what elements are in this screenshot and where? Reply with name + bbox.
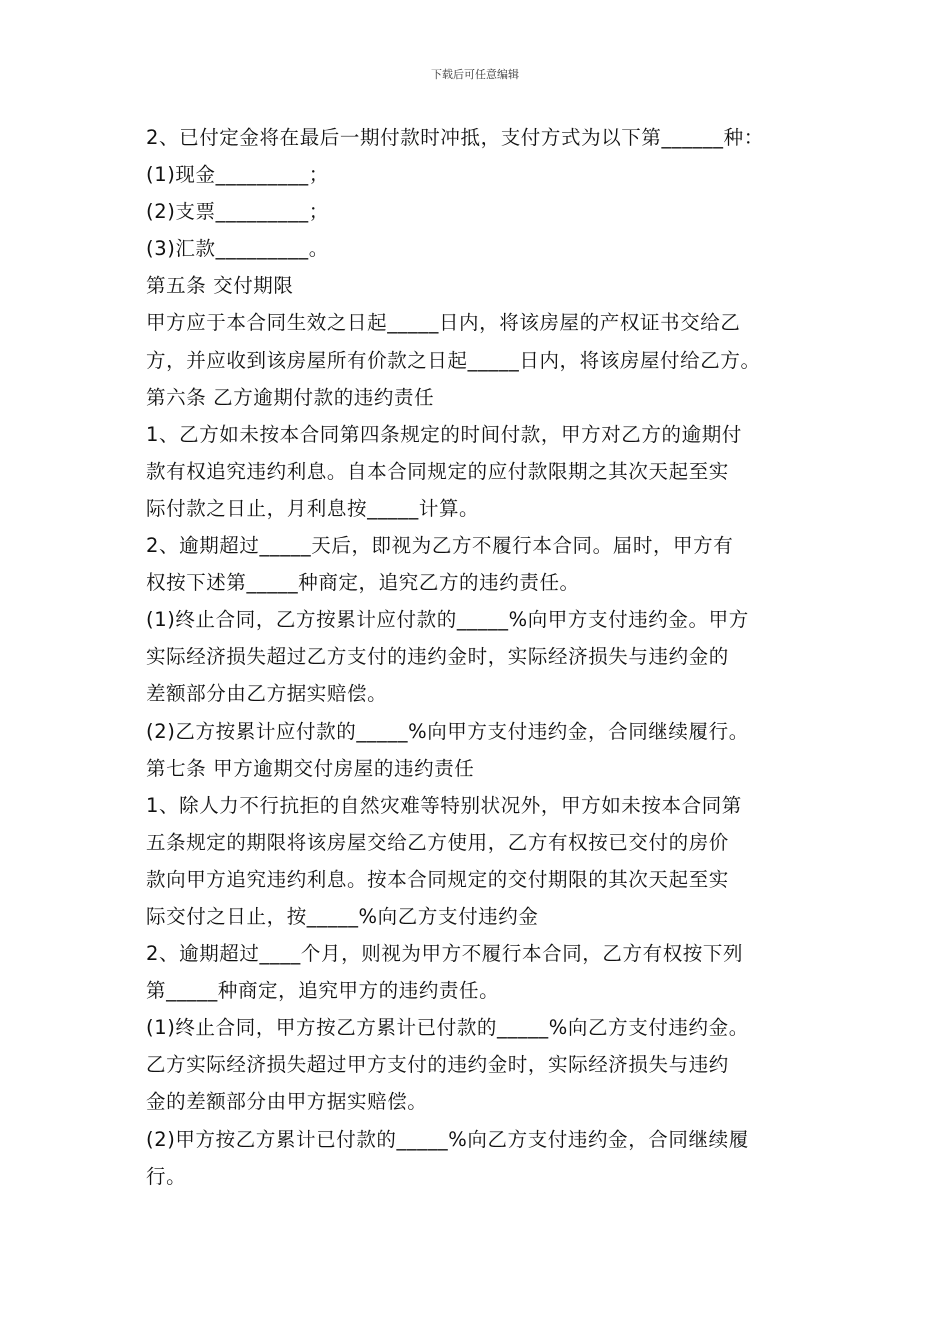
text-line: 行。: [146, 1164, 187, 1188]
text-line: 2、逾期超过_____天后，即视为乙方不履行本合同。届时，甲方有: [146, 534, 734, 558]
text-line: 方，并应收到该房屋所有价款之日起_____日内，将该房屋付给乙方。: [146, 348, 761, 372]
text-line: 权按下述第_____种商定，追究乙方的违约责任。: [146, 571, 580, 595]
text-line: (2)甲方按乙方累计已付款的_____%向乙方支付违约金，合同继续履: [146, 1127, 749, 1151]
text-line: (1)现金_________；: [146, 163, 329, 187]
text-line: 甲方应于本合同生效之日起_____日内，将该房屋的产权证书交给乙: [146, 311, 741, 335]
text-line: 五条规定的期限将该房屋交给乙方使用，乙方有权按已交付的房价: [146, 830, 729, 854]
text-line: (2)乙方按累计应付款的_____%向甲方支付违约金，合同继续履行。: [146, 719, 749, 743]
text-line: 乙方实际经济损失超过甲方支付的违约金时，实际经济损失与违约: [146, 1053, 729, 1077]
text-line: 际付款之日止，月利息按_____计算。: [146, 496, 480, 520]
text-line: 1、除人力不行抗拒的自然灾难等特别状况外，甲方如未按本合同第: [146, 793, 742, 817]
document-body: [146, 119, 826, 1195]
section-heading: 第六条 乙方逾期付款的违约责任: [146, 385, 435, 409]
section-heading: 第七条 甲方逾期交付房屋的违约责任: [146, 756, 475, 780]
text-line: 第_____种商定，追究甲方的违约责任。: [146, 979, 500, 1003]
text-line: 2、逾期超过____个月，则视为甲方不履行本合同，乙方有权按下列: [146, 942, 744, 966]
header-note: 下载后可任意编辑: [431, 68, 519, 81]
text-line: 2、已付定金将在最后一期付款时冲抵，支付方式为以下第______种：: [146, 126, 764, 149]
text-line: 际交付之日止，按_____%向乙方支付违约金: [146, 904, 539, 928]
text-line: (1)终止合同，乙方按累计应付款的_____%向甲方支付违约金。甲方: [146, 608, 749, 632]
section-heading: 第五条 交付期限: [146, 274, 294, 298]
text-line: (2)支票_________；: [146, 200, 329, 224]
text-line: (3)汇款_________。: [146, 237, 329, 261]
text-line: 款向甲方追究违约利息。按本合同规定的交付期限的其次天起至实: [146, 867, 729, 891]
text-line: (1)终止合同，甲方按乙方累计已付款的_____%向乙方支付违约金。: [146, 1016, 749, 1040]
text-line: 实际经济损失超过乙方支付的违约金时，实际经济损失与违约金的: [146, 645, 729, 669]
text-line: 差额部分由乙方据实赔偿。: [146, 682, 388, 706]
text-line: 1、乙方如未按本合同第四条规定的时间付款，甲方对乙方的逾期付: [146, 422, 742, 446]
text-line: 款有权追究违约利息。自本合同规定的应付款限期之其次天起至实: [146, 459, 729, 483]
text-line: 金的差额部分由甲方据实赔偿。: [146, 1090, 428, 1114]
